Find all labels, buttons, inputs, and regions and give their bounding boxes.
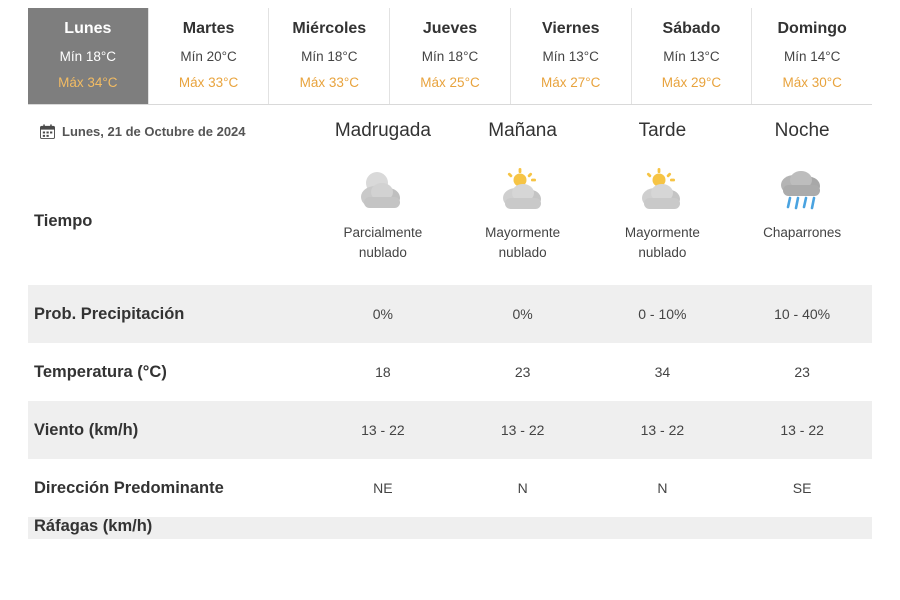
day-tab-sabado[interactable] — [632, 8, 753, 104]
direccion-madrugada: NE — [373, 480, 393, 496]
period-header-noche: Noche — [774, 120, 830, 141]
day-name: Viernes — [541, 20, 600, 37]
temperatura-noche: 23 — [794, 364, 810, 380]
direccion-manana: N — [517, 480, 528, 496]
day-max-temp: Máx 33°C — [299, 75, 359, 90]
row-label-precipitacion: Prob. Precipitación — [34, 304, 185, 323]
row-label-rafagas: Ráfagas (km/h) — [34, 517, 153, 535]
weather-cell-tarde — [593, 157, 733, 285]
temperatura-manana: 23 — [514, 364, 531, 380]
period-header-madrugada: Madrugada — [334, 120, 431, 141]
weather-text: Chaparrones — [763, 225, 842, 240]
rafagas-madrugada — [313, 517, 453, 539]
row-label-viento: Viento (km/h) — [34, 420, 139, 439]
weather-text: Mayormente nublado — [485, 225, 561, 260]
viento-noche: 13 - 22 — [780, 422, 824, 438]
row-label-tiempo: Tiempo — [34, 211, 93, 230]
table-row-tiempo — [28, 157, 872, 285]
day-tab-martes[interactable] — [149, 8, 270, 104]
direccion-tarde: N — [657, 480, 668, 496]
weather-cell-manana — [453, 157, 593, 285]
weather-cell-madrugada — [313, 157, 453, 285]
precipitacion-manana: 0% — [512, 306, 533, 322]
day-max-temp: Máx 30°C — [782, 75, 842, 90]
selected-date — [28, 105, 313, 157]
day-min-temp: Mín 14°C — [783, 49, 841, 64]
table-row-viento — [28, 401, 872, 459]
showers-icon — [774, 163, 830, 217]
day-min-temp: Mín 13°C — [663, 49, 720, 64]
table-row-direccion — [28, 459, 872, 517]
direccion-noche: SE — [792, 480, 812, 496]
precipitacion-madrugada: 0% — [372, 306, 393, 322]
period-header-tarde: Tarde — [638, 120, 687, 141]
mostly-cloudy-icon — [634, 163, 690, 217]
row-label-direccion: Dirección Predominante — [34, 478, 224, 497]
day-name: Domingo — [777, 20, 847, 37]
precipitacion-tarde: 0 - 10% — [638, 306, 687, 322]
weather-text: Mayormente nublado — [624, 225, 700, 260]
day-min-temp: Mín 20°C — [180, 49, 237, 64]
day-min-temp: Mín 18°C — [421, 49, 479, 64]
rafagas-noche — [732, 517, 872, 539]
date-text: Lunes, 21 de Octubre de 2024 — [62, 123, 246, 139]
day-name: Lunes — [64, 20, 112, 37]
table-row-temperatura — [28, 343, 872, 401]
day-max-temp: Máx 34°C — [58, 75, 118, 90]
day-name: Sábado — [662, 20, 721, 37]
day-name: Jueves — [422, 20, 478, 37]
viento-tarde: 13 - 22 — [640, 422, 685, 438]
day-max-temp: Máx 25°C — [420, 75, 480, 90]
day-name: Martes — [182, 20, 235, 37]
weather-text: Parcialmente nublado — [343, 225, 423, 260]
temperatura-tarde: 34 — [654, 364, 671, 380]
day-name: Miércoles — [292, 20, 367, 37]
day-max-temp: Máx 27°C — [541, 75, 601, 90]
day-max-temp: Máx 29°C — [661, 75, 722, 90]
precipitacion-noche: 10 - 40% — [774, 306, 831, 322]
period-header-manana: Mañana — [488, 120, 557, 141]
forecast-detail-table — [28, 105, 872, 539]
viento-madrugada: 13 - 22 — [361, 422, 405, 438]
day-tab-lunes[interactable] — [28, 8, 149, 104]
day-tabs[interactable] — [28, 8, 872, 105]
mostly-cloudy-icon — [495, 163, 551, 217]
table-row-rafagas — [28, 517, 872, 539]
day-tab-miercoles[interactable] — [269, 8, 390, 104]
viento-manana: 13 - 22 — [500, 422, 545, 438]
partly-cloudy-icon — [355, 163, 411, 217]
table-header-row — [28, 105, 872, 157]
row-label-temperatura: Temperatura (°C) — [34, 362, 167, 381]
day-tab-viernes[interactable] — [511, 8, 632, 104]
day-tab-domingo[interactable] — [752, 8, 872, 104]
day-max-temp: Máx 33°C — [178, 75, 239, 90]
rafagas-tarde — [593, 517, 733, 539]
temperatura-madrugada: 18 — [375, 364, 391, 380]
day-tab-jueves[interactable] — [390, 8, 511, 104]
day-min-temp: Mín 18°C — [301, 49, 358, 64]
weather-cell-noche — [732, 157, 872, 285]
day-min-temp: Mín 18°C — [59, 49, 117, 64]
weather-forecast-page — [0, 8, 900, 600]
day-min-temp: Mín 13°C — [542, 49, 599, 64]
rafagas-manana — [453, 517, 593, 539]
calendar-icon — [40, 124, 55, 139]
table-row-precipitacion — [28, 285, 872, 343]
